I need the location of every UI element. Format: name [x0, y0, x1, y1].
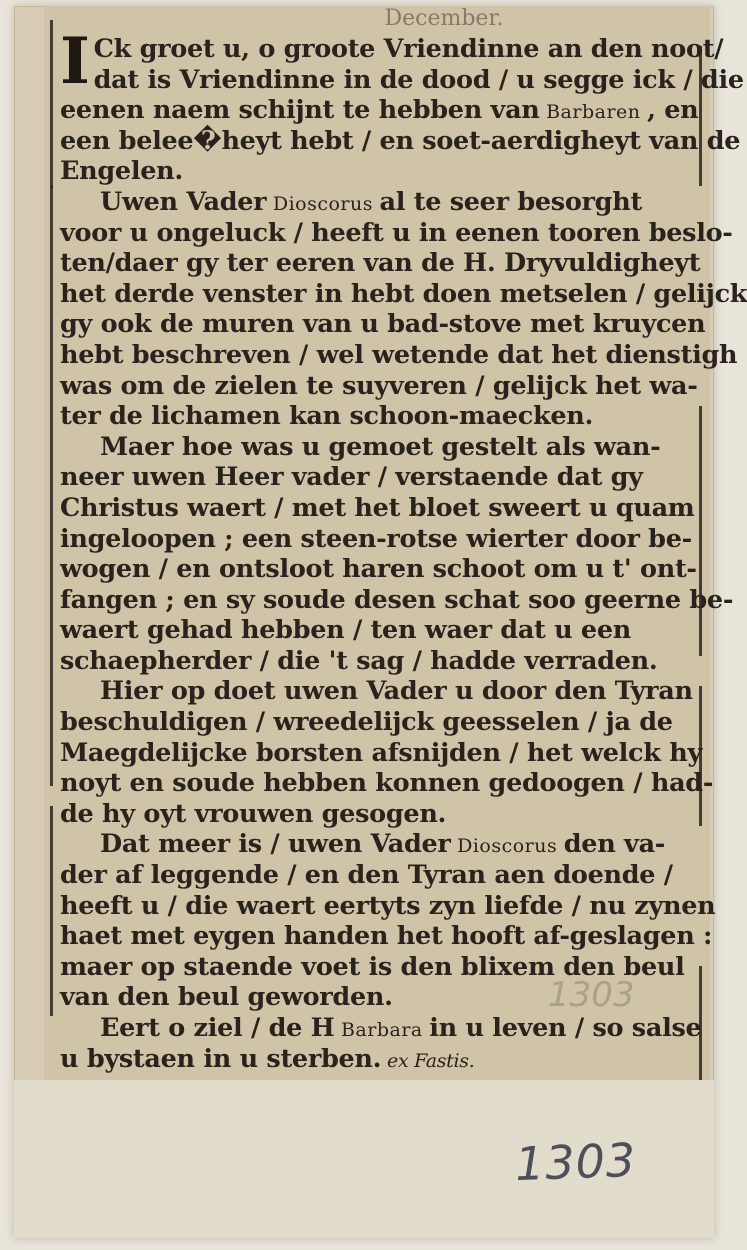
margin-rule: [50, 426, 53, 786]
text-line: [60, 371, 696, 402]
text-line: [60, 187, 696, 218]
text-line: [60, 248, 701, 279]
text-segment: beschuldigen / wreedelijck geesselen / ja de: [60, 707, 673, 738]
text-segment: schaepherder / die 't sag / hadde verraden.: [60, 645, 658, 676]
text-segment: wogen / en ontsloot haren schoot om u t' ont-: [60, 554, 697, 585]
faint-pencil-number: 1303: [548, 975, 635, 1015]
text-segment: der af leggende / en den Tyran aen doende /: [60, 860, 673, 891]
text-line: [60, 309, 706, 340]
text-segment: van den beul geworden.: [60, 982, 393, 1013]
text-segment: ingeloopen ; een steen-rotse wierter door be-: [60, 523, 692, 554]
text-segment: eenen naem schijnt te hebben van: [60, 95, 540, 126]
roman-name: Dioscorus: [266, 192, 380, 215]
text-line: [60, 768, 714, 799]
text-line: [60, 646, 696, 677]
text-segment: u bystaen in u sterben.: [60, 1043, 382, 1074]
text-segment: was om de zielen te suyveren / gelijck het wa-: [60, 370, 698, 401]
text-segment: fangen ; en sy soude desen schat soo geerne be-: [60, 584, 734, 615]
roman-name: Barbaren: [539, 101, 648, 124]
text-segment: den va-: [563, 829, 666, 860]
text-line: [60, 125, 741, 157]
text-line: [60, 432, 696, 463]
text-line: [60, 860, 696, 891]
text-line: [60, 554, 696, 585]
text-segment: voor u ongeluck / heeft u in eenen tooren beslo-: [60, 217, 733, 248]
text-segment: Engelen.: [60, 156, 183, 187]
text-line: [60, 890, 716, 922]
text-segment: Eert o ziel / de H: [100, 1013, 335, 1043]
text-segment: waert gehad hebben / ten waer dat u een: [60, 615, 632, 646]
text-segment: Uwen Vader: [100, 186, 267, 217]
text-line: [60, 584, 734, 616]
drop-cap: I: [60, 24, 90, 99]
printed-column: [44, 6, 747, 1086]
text-line: [60, 524, 696, 555]
text-line: [60, 707, 696, 738]
text-segment: ten/daer gy ter eeren van de H. Dryvuldigheyt: [60, 248, 701, 279]
margin-rule: [699, 406, 702, 656]
text-segment: Dat meer is / uwen Vader: [100, 829, 451, 860]
text-segment: al te seer besorght: [379, 186, 642, 217]
text-segment: Maer hoe was u gemoet gestelt als wan-: [100, 431, 661, 462]
source-citation: ex Fastis.: [381, 1049, 475, 1072]
text-line: [60, 921, 713, 952]
text-segment: Maegdelijcke borsten afsnijden / het welck hy: [60, 737, 702, 768]
text-segment: neer uwen Heer vader / verstaende dat gy: [60, 462, 643, 493]
text-line: [60, 64, 744, 96]
text-segment: in u leven / so salse: [429, 1013, 702, 1043]
body-text: [60, 24, 747, 1074]
text-segment: ter de lichamen kan schoon-maecken.: [60, 401, 594, 432]
text-line: [60, 615, 696, 646]
margin-rule: [50, 806, 53, 1016]
text-line: [60, 339, 738, 371]
text-line: [60, 217, 733, 249]
text-line: [60, 829, 696, 860]
text-segment: Ck groet u, o groote Vriendinne an den noot/: [93, 34, 724, 64]
text-segment: dat is Vriendinne in de dood / u segge ick / die: [93, 64, 744, 95]
text-segment: heeft u / die waert eertyts zyn liefde / nu zynen: [60, 890, 716, 921]
text-line: [60, 95, 699, 126]
text-line: [60, 1013, 702, 1044]
text-segment: noyt en soude hebben konnen gedoogen / had-: [60, 768, 714, 799]
roman-name: Dioscorus: [450, 835, 564, 858]
text-line: [60, 493, 696, 524]
text-segment: , en: [647, 95, 699, 126]
text-line: [60, 799, 696, 830]
text-line: [60, 462, 696, 493]
paper-sheet: [14, 6, 747, 1238]
text-line: [60, 737, 702, 769]
text-line: [60, 676, 696, 707]
text-segment: hebt beschreven / wel wetende dat het dienstigh: [60, 339, 738, 370]
text-line: [60, 401, 696, 432]
text-line: [60, 1044, 696, 1075]
text-segment: gy ook de muren van u bad-stove met kruycen: [60, 309, 706, 340]
margin-rule: [50, 186, 53, 426]
text-segment: Hier op doet uwen Vader u door den Tyran: [100, 676, 693, 707]
roman-name: Barbara: [334, 1019, 430, 1041]
text-segment: een belee�heyt hebt / en soet-aerdigheyt van de: [60, 125, 741, 156]
text-segment: het derde venster in hebt doen metselen / gelijck: [60, 278, 747, 309]
text-segment: de hy oyt vrouwen gesogen.: [60, 798, 447, 829]
text-segment: maer op staende voet is den blixem den beul: [60, 951, 685, 982]
handwritten-archive-number: 1303: [514, 1132, 637, 1192]
margin-rule: [50, 20, 53, 188]
text-line: [60, 156, 696, 187]
text-segment: Christus waert / met het bloet sweert u quam: [60, 492, 695, 523]
text-line: [60, 278, 747, 310]
text-segment: haet met eygen handen het hooft af-geslagen :: [60, 921, 713, 952]
page-heading: December.: [384, 6, 504, 31]
